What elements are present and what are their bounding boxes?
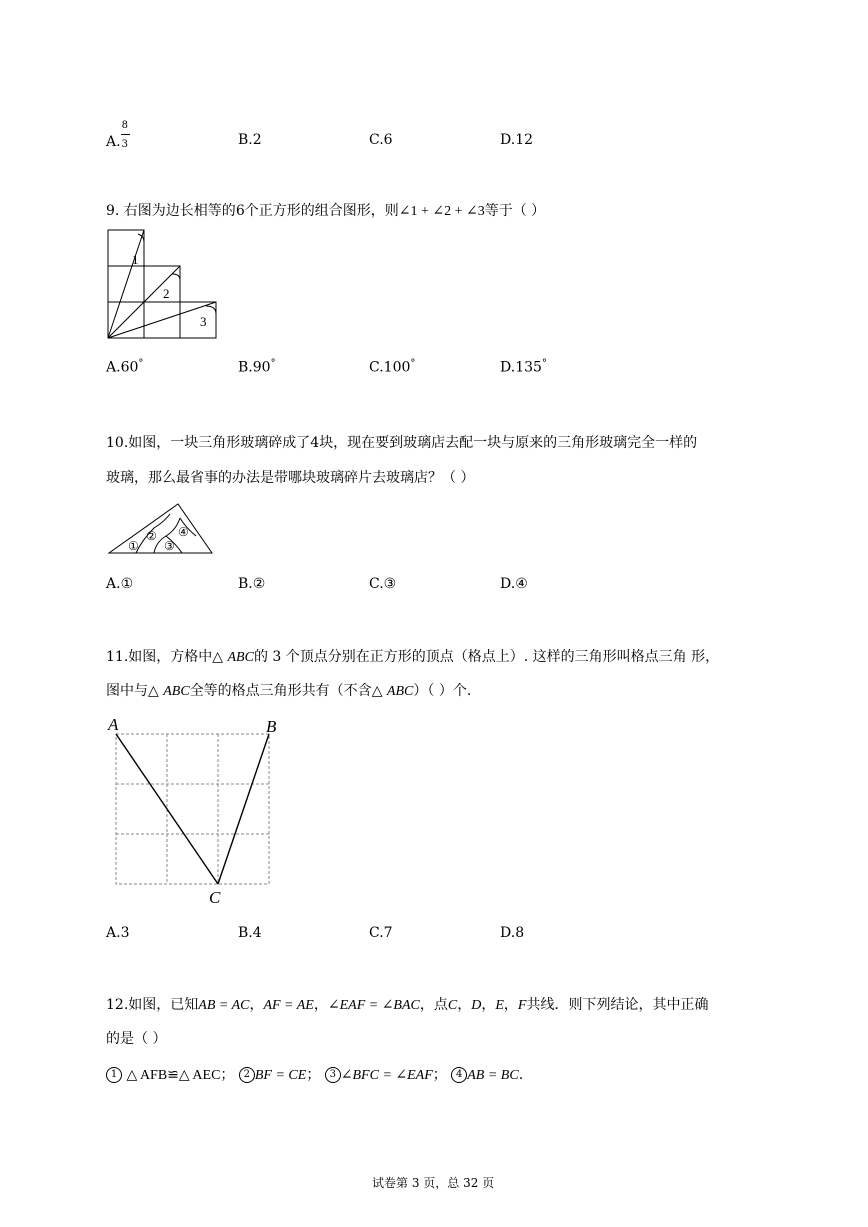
- q11-option-b: [238, 925, 262, 941]
- q9-stem: [106, 200, 545, 223]
- glass-triangle-outline: [109, 504, 212, 553]
- q12-conclusion-3: ∠BFC = ∠EAF: [340, 1068, 433, 1083]
- page-footer: 试卷第 3 页，总 32 页: [372, 1176, 495, 1190]
- q11-line2-text-b: 全等的格点三角形共有（不含: [189, 683, 372, 699]
- q11-option-d-letter: D.: [500, 925, 516, 941]
- triangle-symbol: △: [371, 683, 383, 699]
- point-f: F: [517, 998, 527, 1013]
- q12-equation-2: AF = AE: [263, 998, 314, 1013]
- q10-line1-text-a: 10.如图，一块三角形玻璃碎成了: [106, 435, 311, 451]
- q10-option-c: [369, 576, 396, 592]
- circled-number-1: 1: [106, 1067, 122, 1083]
- triangle-symbol: △: [148, 683, 159, 699]
- q10-option-a-letter: A.: [106, 576, 121, 592]
- q9-option-c-value: 100: [383, 359, 411, 376]
- q11-option-d-value: 8: [515, 925, 525, 941]
- q11-option-a-value: 3: [120, 925, 130, 941]
- q9-option-a: [106, 358, 143, 376]
- diagonal-line-1: [108, 230, 144, 338]
- q9-option-c-letter: C.: [369, 359, 384, 376]
- square: [108, 230, 144, 266]
- vertex-label-c: C: [209, 888, 221, 907]
- q9-option-c: [369, 358, 415, 376]
- q8-option-b: [238, 132, 262, 148]
- q8-option-a: [106, 120, 131, 150]
- q11-option-b-value: 4: [252, 925, 262, 941]
- q10-line1-text-b: 块，现在要到玻璃店去配一块与原来的三角形玻璃完全一样的: [319, 435, 698, 451]
- circled-number-3: 3: [325, 1067, 341, 1083]
- angle-arc-2: [172, 274, 180, 280]
- q11-grid-figure: [100, 712, 290, 908]
- q8-option-a-fraction: [121, 120, 131, 150]
- q11-option-a-letter: A.: [106, 925, 121, 941]
- semicolon: ；: [432, 1067, 447, 1083]
- q9-option-b: [238, 358, 276, 376]
- period: .: [518, 1067, 524, 1083]
- q11-line2-text-c: ）（ ）个.: [413, 683, 472, 699]
- q11-option-b-letter: B.: [238, 925, 253, 941]
- q12-line1-text-a: 12.如图，已知: [106, 997, 199, 1013]
- q11-stem-line-2: [106, 680, 471, 703]
- q11-line1-text-a: 11.如图，方格中: [106, 649, 213, 665]
- q8-option-c: [369, 132, 393, 148]
- fraction-denominator: 3: [121, 139, 128, 150]
- q10-option-a: [106, 576, 133, 592]
- q9-option-a-letter: A.: [106, 359, 121, 376]
- q10-glass-figure: [106, 500, 218, 558]
- q10-line1-number: 4: [310, 435, 320, 451]
- grid-border: [116, 734, 269, 884]
- q8-option-d: [500, 132, 533, 148]
- q12-conclusions: [106, 1064, 523, 1087]
- angle-label-1: 1: [132, 252, 139, 267]
- piece-label-3: ③: [164, 539, 175, 553]
- q9-angle-sum-expression: ∠1 + ∠2 + ∠3: [398, 204, 485, 219]
- semicolon: ；: [306, 1067, 321, 1083]
- q11-stem-line-1: [106, 646, 719, 669]
- piece-label-2: ②: [146, 529, 157, 543]
- q10-option-a-value: ①: [120, 576, 134, 592]
- degree-symbol: °: [138, 358, 144, 369]
- vertex-label-a: A: [108, 715, 119, 734]
- q8-option-d-letter: D.: [500, 132, 516, 148]
- q11-option-c-letter: C.: [369, 925, 384, 941]
- q10-stem-line-2: 玻璃，那么最省事的办法是带哪块玻璃碎片去玻璃店？（ ）: [106, 470, 475, 486]
- q9-option-d-value: 135: [515, 359, 542, 376]
- angle-arc-3: [206, 306, 216, 314]
- q11-line1-text-b: 的 3 个顶点分别在正方形的顶点（格点上）. 这样的三角形叫格点三角 形，: [253, 649, 720, 665]
- q12-stem-line-2: 的是（ ）: [106, 1031, 167, 1047]
- comma: ，: [249, 997, 264, 1013]
- comma: ，: [313, 997, 328, 1013]
- point-e: E: [495, 998, 504, 1013]
- q9-option-a-value: 60: [120, 359, 139, 376]
- q11-triangle-name: ABC: [227, 650, 254, 665]
- q12-conclusion-4: AB = BC: [467, 1068, 519, 1083]
- q12-equation-1: AB = AC: [198, 998, 250, 1013]
- degree-symbol: °: [410, 358, 416, 369]
- q10-option-b: [238, 576, 265, 592]
- circled-number-2: 2: [239, 1067, 255, 1083]
- q10-stem-line-1: [106, 432, 697, 454]
- degree-symbol: °: [541, 358, 547, 369]
- q8-option-d-value: 12: [515, 132, 534, 148]
- q9-stem-number: 6: [235, 203, 245, 219]
- q10-option-c-value: ③: [383, 576, 397, 592]
- q9-option-d-letter: D.: [500, 359, 516, 376]
- q8-option-a-letter: A.: [106, 134, 121, 150]
- q9-option-b-value: 90: [252, 359, 271, 376]
- piece-label-4: ④: [178, 525, 189, 539]
- vertex-label-b: B: [266, 717, 277, 736]
- triangle-symbol: △: [212, 649, 224, 665]
- degree-symbol: °: [270, 358, 276, 369]
- piece-label-1: ①: [128, 539, 139, 553]
- q12-conclusion-1: △ AFB≌△ AEC: [126, 1068, 221, 1083]
- q11-triangle-name: ABC: [163, 684, 190, 699]
- q9-option-d: [500, 358, 547, 376]
- q11-line2-text-a: 图中与: [106, 683, 148, 699]
- fraction-numerator: 8: [121, 120, 128, 131]
- q10-option-c-letter: C.: [369, 576, 384, 592]
- q10-option-b-letter: B.: [238, 576, 253, 592]
- q9-stem-text-a: 9. 右图为边长相等的: [106, 203, 236, 219]
- q10-option-d-letter: D.: [500, 576, 516, 592]
- circled-number-4: 4: [451, 1067, 467, 1083]
- q11-option-c: [369, 925, 393, 941]
- q11-option-c-value: 7: [383, 925, 393, 941]
- q10-option-b-value: ②: [252, 576, 266, 592]
- comma: ，: [503, 997, 518, 1013]
- comma: ，: [457, 997, 472, 1013]
- fraction-bar: [121, 134, 130, 135]
- comma: ，: [481, 997, 496, 1013]
- point-c: C: [447, 998, 458, 1013]
- q10-option-d-value: ④: [515, 576, 528, 592]
- q11-triangle-name: ABC: [386, 684, 414, 699]
- q11-option-a: [106, 925, 129, 941]
- square: [180, 302, 216, 338]
- semicolon: ；: [220, 1067, 235, 1083]
- q12-line1-text-c: 共线．则下列结论，其中正确: [526, 997, 709, 1013]
- q9-squares-figure: [100, 226, 224, 344]
- q8-option-c-letter: C.: [369, 132, 384, 148]
- q9-option-b-letter: B.: [238, 359, 253, 376]
- q12-stem-line-1: [106, 994, 708, 1017]
- q9-stem-text-b: 个正方形的组合图形，则: [244, 203, 399, 219]
- angle-label-3: 3: [200, 314, 207, 329]
- q12-line1-text-b: ，点: [419, 997, 448, 1013]
- q12-equation-3: ∠EAF = ∠BAC: [327, 998, 420, 1013]
- q8-option-b-value: 2: [252, 132, 262, 148]
- q8-option-c-value: 6: [383, 132, 393, 148]
- triangle-side-bc: [218, 734, 269, 884]
- q11-option-d: [500, 925, 524, 941]
- q8-option-b-letter: B.: [238, 132, 253, 148]
- q9-stem-text-c: 等于（ ）: [484, 203, 546, 219]
- point-d: D: [471, 998, 482, 1013]
- q12-conclusion-2: BF = CE: [254, 1068, 307, 1083]
- angle-label-2: 2: [163, 286, 170, 301]
- q10-option-d: [500, 576, 528, 592]
